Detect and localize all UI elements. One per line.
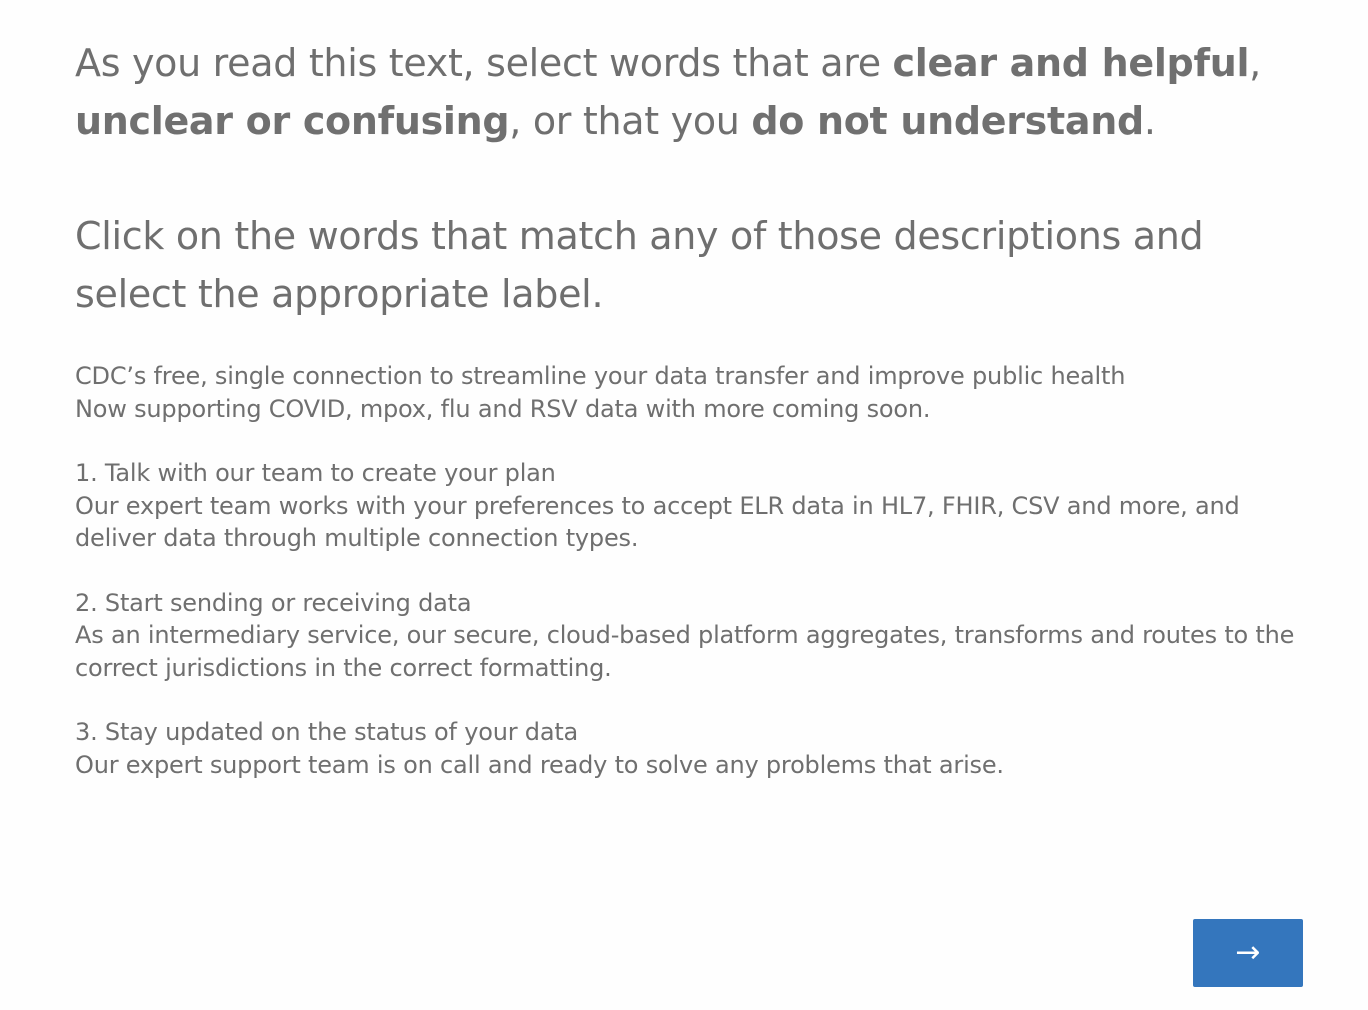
instruction-text-4: .: [1143, 99, 1156, 143]
step-3: [75, 716, 1315, 781]
step-1-body[interactable]: Our expert team works with your preferences to accept ELR data in HL7, FHIR, CSV and more, and deliver data through multiple connection types.: [75, 491, 1240, 552]
selectable-text-passage[interactable]: [75, 360, 1315, 813]
step-1-title[interactable]: 1. Talk with our team to create your plan: [75, 459, 556, 487]
intro-line-1[interactable]: CDC’s free, single connection to streamline your data transfer and improve public health: [75, 362, 1126, 390]
label-unclear-or-confusing: unclear or confusing: [75, 99, 510, 143]
label-do-not-understand: do not understand: [751, 99, 1144, 143]
arrow-right-icon: →: [1235, 935, 1261, 970]
step-2: [75, 587, 1315, 685]
instruction-paragraph-2: Click on the words that match any of those descriptions and select the appropriate label.: [75, 214, 1204, 316]
instruction-text-2: ,: [1249, 41, 1261, 85]
intro-paragraph: [75, 360, 1315, 425]
instructions: [75, 34, 1305, 150]
step-3-body[interactable]: Our expert support team is on call and ready to solve any problems that arise.: [75, 750, 1004, 779]
step-2-body[interactable]: As an intermediary service, our secure, cloud-based platform aggregates, transforms and routes to the correct jurisdictions in the correct formatting.: [75, 621, 1295, 682]
step-1: [75, 457, 1315, 555]
next-button[interactable]: [1193, 919, 1303, 987]
instruction-paragraph-1: [75, 34, 1305, 150]
intro-line-2[interactable]: Now supporting COVID, mpox, flu and RSV data with more coming soon.: [75, 394, 931, 423]
instruction-text-3: , or that you: [509, 99, 752, 143]
label-clear-and-helpful: clear and helpful: [892, 41, 1250, 85]
instruction-text-1: As you read this text, select words that are: [75, 41, 893, 85]
step-3-title[interactable]: 3. Stay updated on the status of your data: [75, 718, 579, 746]
step-2-title[interactable]: 2. Start sending or receiving data: [75, 588, 472, 617]
